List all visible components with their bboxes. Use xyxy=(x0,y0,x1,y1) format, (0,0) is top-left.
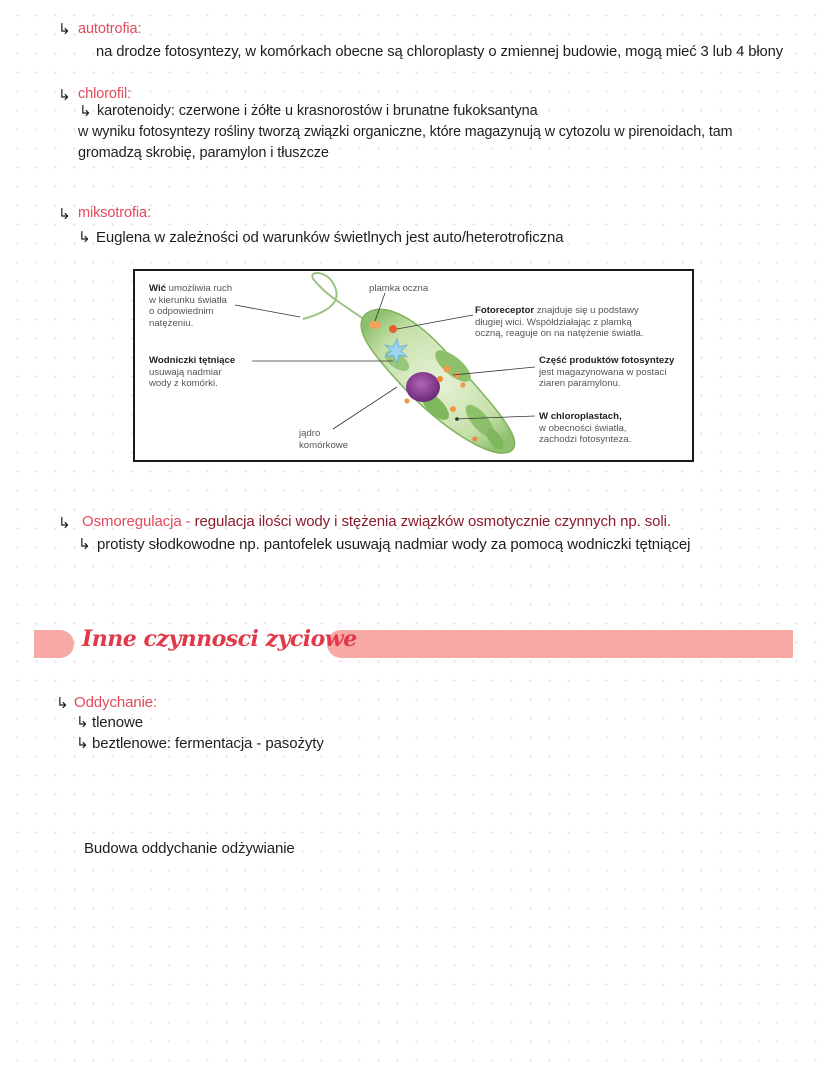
label-jadro: jądro komórkowe xyxy=(299,428,349,451)
paramylon-granule xyxy=(450,406,456,412)
label-czesc-produktow: Część produktów fotosyntezy jest magazynowana w postaci ziaren paramylonu. xyxy=(539,355,675,390)
euglena-diagram xyxy=(133,269,694,462)
pantofelek-text: protisty słodkowodne np. pantofelek usuwają nadmiar wody za pomocą wodniczki tętniącej xyxy=(97,536,691,553)
arrow-icon: ↳ xyxy=(58,514,71,532)
footer-note: Budowa oddychanie odżywianie xyxy=(84,840,295,857)
arrow-icon: ↳ xyxy=(76,734,89,752)
heading-autotrofia: autotrofia: xyxy=(78,21,142,37)
fotosynteza-text-line2: gromadzą skrobię, paramylon i tłuszcze xyxy=(78,145,329,161)
arrow-icon: ↳ xyxy=(56,694,69,712)
heading-oddychanie: Oddychanie: xyxy=(74,694,158,711)
paramylon-granule xyxy=(444,366,451,373)
banner-left-bar xyxy=(34,630,74,658)
paramylon-granule xyxy=(404,398,409,403)
leader-dot xyxy=(455,417,459,421)
euglena-text: Euglena w zależności od warunków świetlnych jest auto/heterotroficzna xyxy=(96,229,564,246)
photoreceptor xyxy=(389,325,397,333)
eyespot xyxy=(369,321,381,329)
oddychanie-beztlenowe: beztlenowe: fermentacja - pasożyty xyxy=(92,735,324,752)
oddychanie-tlenowe: tlenowe xyxy=(92,714,144,731)
label-fotoreceptor: Fotoreceptor znajduje się u podstawy długiej wici. Współdziałając z plamką oczną, reaguje on na natężenie światła. xyxy=(475,305,644,340)
heading-chlorofil: chlorofil: xyxy=(78,86,131,102)
label-wic: Wić umożliwia ruch w kierunku światła o odpowiednim natężeniu. xyxy=(149,283,233,329)
banner-right-bar xyxy=(327,630,793,658)
label-plamka-oczna: plamka oczna xyxy=(369,283,429,294)
arrow-icon: ↳ xyxy=(79,102,92,120)
fotosynteza-text-line1: w wyniku fotosyntezy rośliny tworzą związki organiczne, które magazynują w cytozolu w pirenoidach, tam xyxy=(78,124,733,140)
karotenoidy-text: karotenoidy: czerwone i żółte u krasnorostów i brunatne fukoksantyna xyxy=(97,103,538,119)
label-wodniczki: Wodniczki tętniące usuwają nadmiar wody z komórki. xyxy=(149,355,236,390)
osmoregulacja-definition: regulacja ilości wody i stężenia związków osmotycznie czynnych np. soli. xyxy=(194,513,671,530)
autotrofia-text: na drodze fotosyntezy, w komórkach obecne są chloroplasty o zmiennej budowie, mogą mieć 3 lub 4 błony xyxy=(96,43,784,60)
section-banner-title: Inne czynnosci zyciowe xyxy=(82,626,357,652)
heading-osmoregulacja: Osmoregulacja xyxy=(82,513,182,530)
arrow-icon: ↳ xyxy=(78,535,91,553)
paramylon-granule xyxy=(437,376,443,382)
arrow-icon: ↳ xyxy=(58,205,71,223)
leader-line xyxy=(235,305,300,317)
arrow-icon: ↳ xyxy=(78,228,91,246)
leader-line xyxy=(333,387,397,429)
arrow-icon: ↳ xyxy=(58,20,71,38)
heading-miksotrofia: miksotrofia: xyxy=(78,205,151,221)
arrow-icon: ↳ xyxy=(76,713,89,731)
paramylon-granule xyxy=(472,436,477,441)
osmoregulacja-line: Osmoregulacja - regulacja ilości wody i stężenia związków osmotycznie czynnych np. soli. xyxy=(82,513,671,530)
arrow-icon: ↳ xyxy=(58,86,71,104)
label-chloroplasty: W chloroplastach, w obecności światła, zachodzi fotosynteza. xyxy=(539,411,632,446)
paramylon-granule xyxy=(460,382,465,387)
nucleus xyxy=(406,372,440,402)
